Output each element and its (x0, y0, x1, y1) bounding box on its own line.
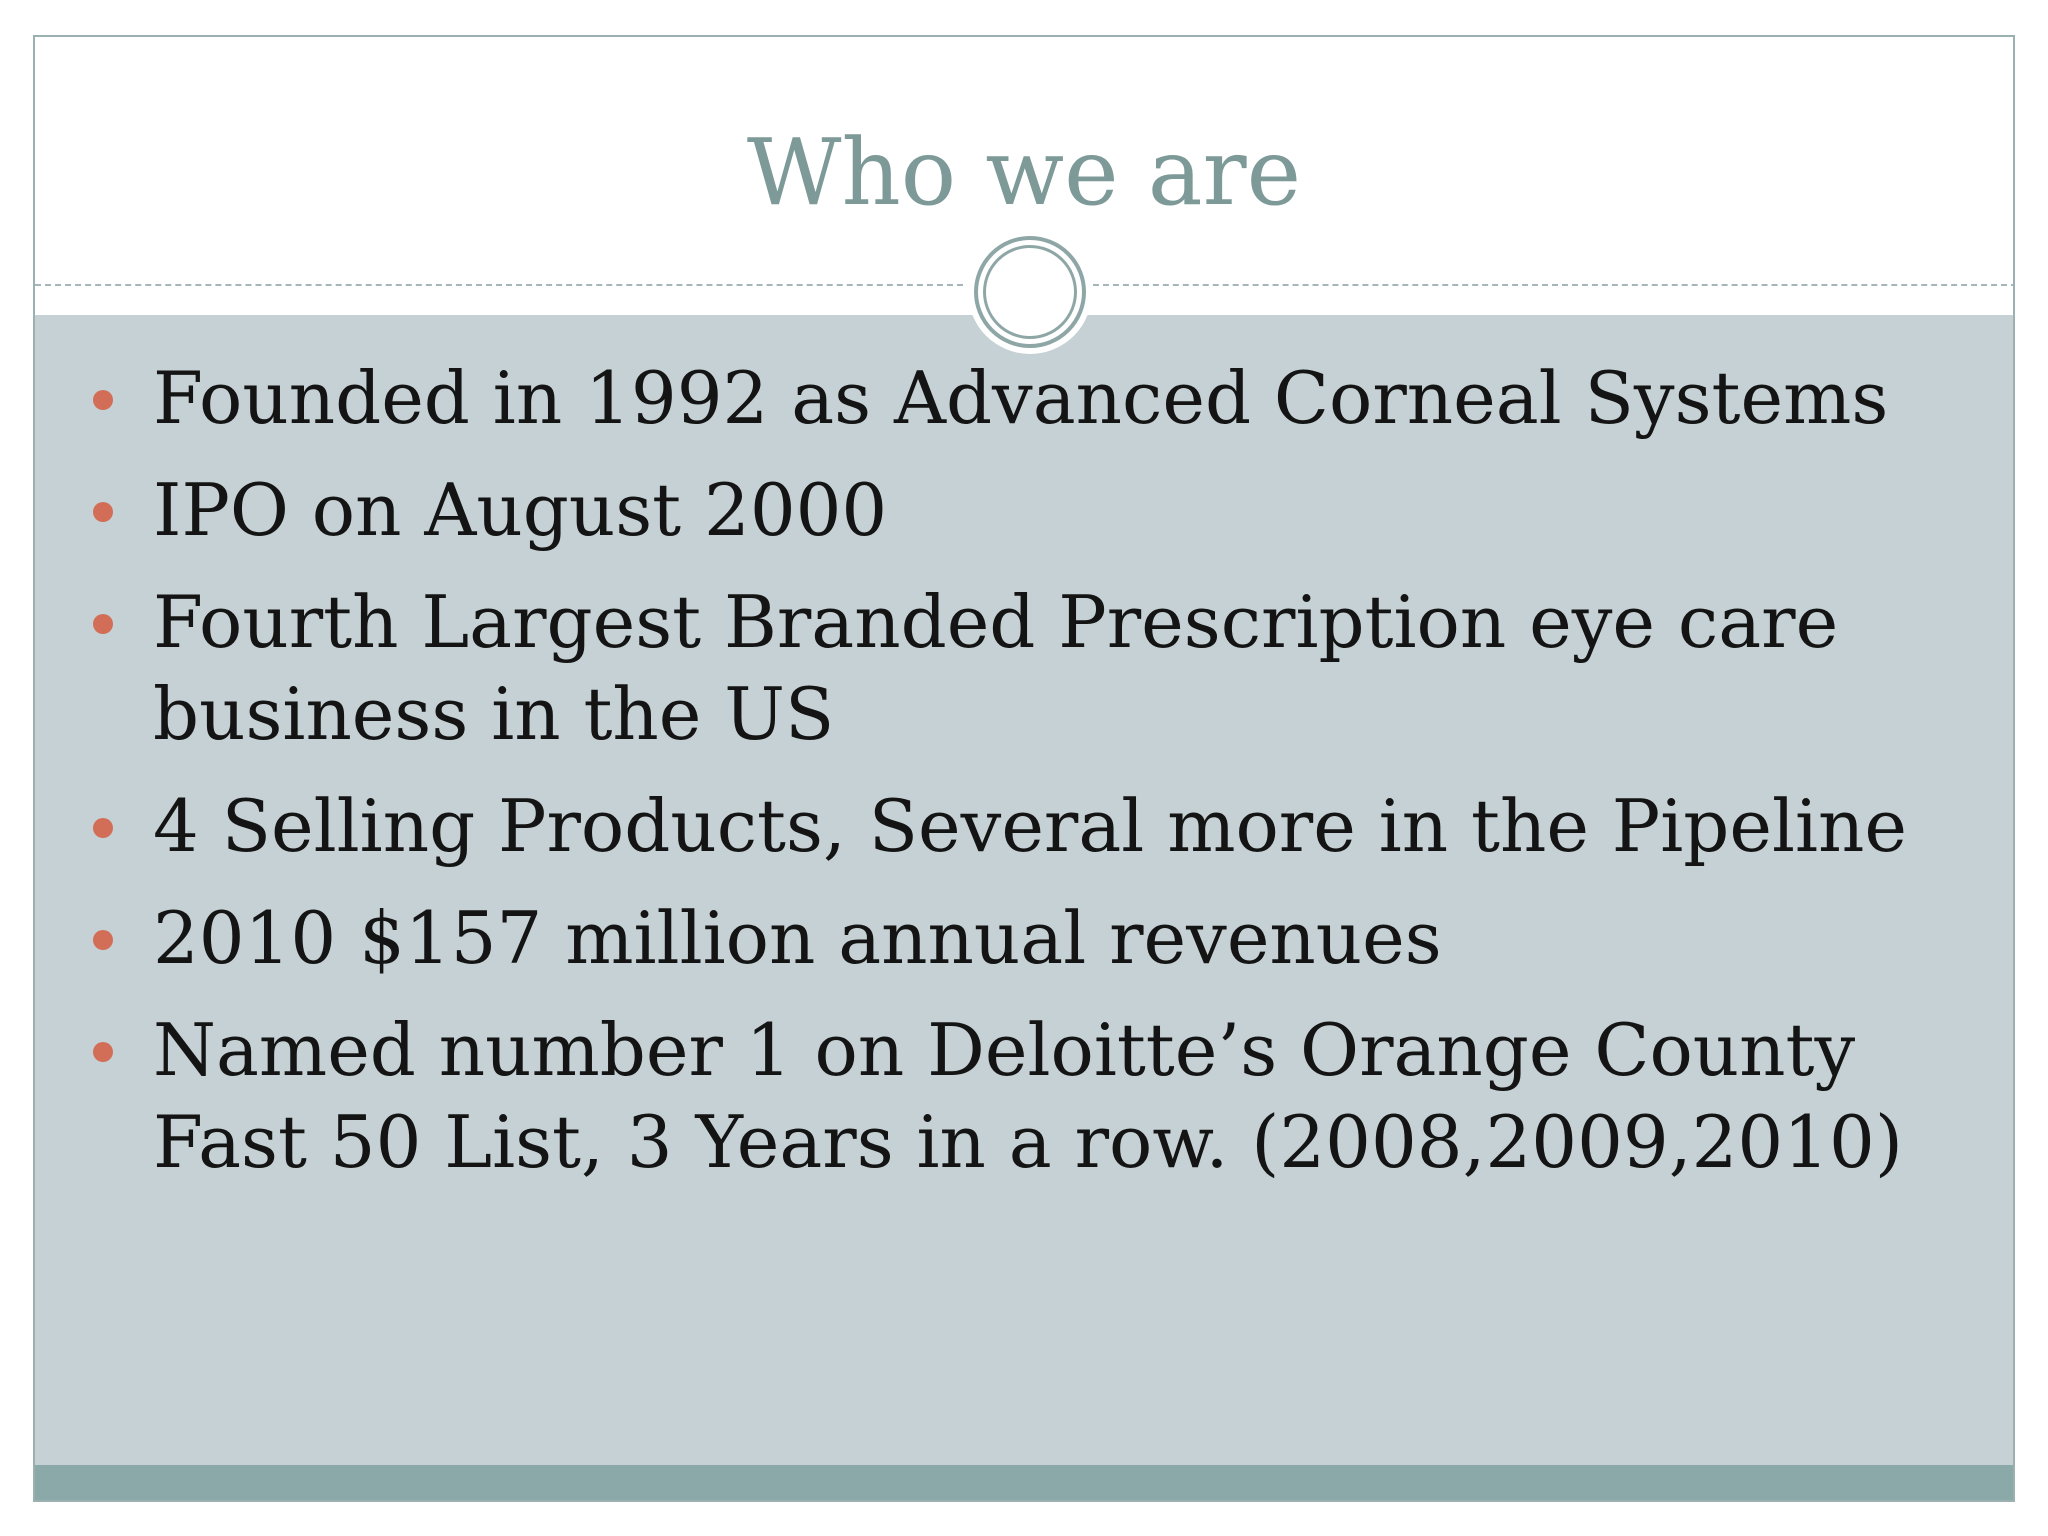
footer-bar (35, 1465, 2013, 1502)
header-divider-left (35, 284, 963, 286)
bullet-text: Named number 1 on Deloitte’s Orange County Fast 50 List, 3 Years in a row. (2008,2009,2010) (153, 1008, 1903, 1184)
header-divider-right (1093, 284, 2015, 286)
bullet-text: 4 Selling Products, Several more in the Pipeline (153, 784, 1908, 868)
bullet-item (35, 352, 2013, 444)
double-ring-icon (974, 236, 1086, 348)
bullet-list (35, 352, 2013, 1208)
bullet-text: IPO on August 2000 (153, 468, 888, 552)
bullet-item (35, 780, 2013, 872)
slide-title: Who we are (746, 119, 1302, 226)
bullet-dot-icon (93, 390, 113, 410)
bullet-item (35, 1004, 2013, 1188)
slide (33, 35, 2015, 1502)
bullet-dot-icon (93, 930, 113, 950)
bullet-dot-icon (93, 502, 113, 522)
bullet-text: Fourth Largest Branded Prescription eye care business in the US (153, 580, 1839, 756)
bullet-dot-icon (93, 818, 113, 838)
bullet-dot-icon (93, 614, 113, 634)
bullet-text: 2010 $157 million annual revenues (153, 896, 1442, 980)
bullet-dot-icon (93, 1042, 113, 1062)
bullet-text: Founded in 1992 as Advanced Corneal Systems (153, 356, 1889, 440)
bullet-item (35, 576, 2013, 760)
bullet-item (35, 464, 2013, 556)
bullet-item (35, 892, 2013, 984)
